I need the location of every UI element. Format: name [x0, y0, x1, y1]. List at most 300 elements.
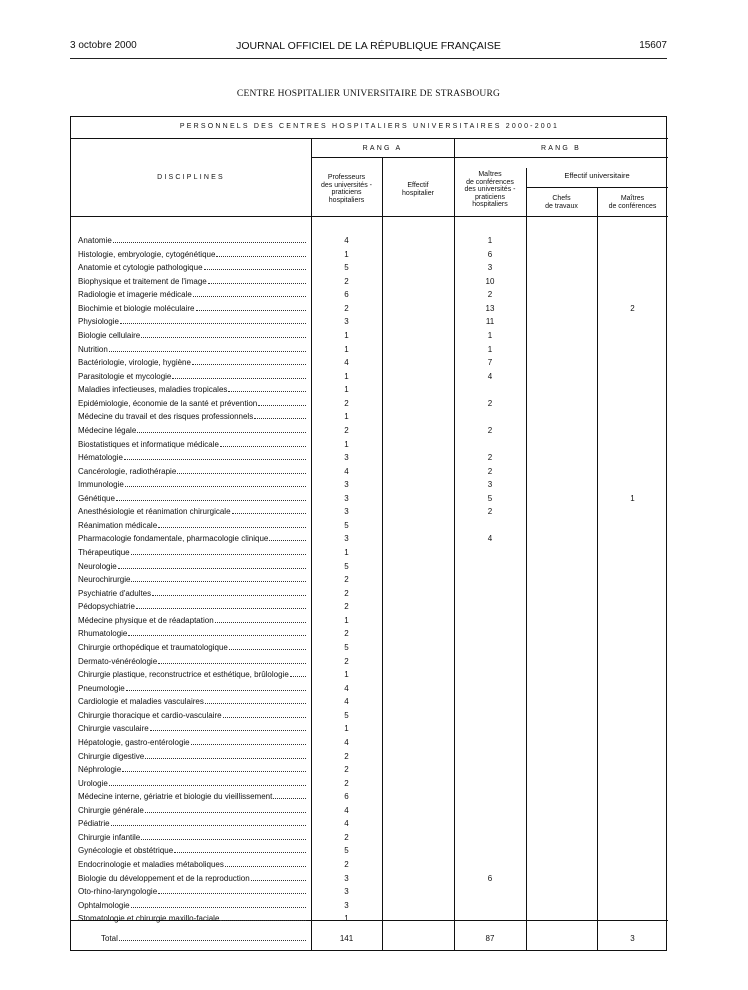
- header-date: 3 octobre 2000: [70, 40, 137, 51]
- cell-professeurs: 4: [344, 236, 349, 245]
- discipline-cell: [78, 844, 306, 857]
- cell-professeurs: 5: [344, 520, 349, 530]
- total-label: Total: [101, 934, 118, 943]
- leader-dots: [141, 337, 306, 338]
- leader-dots: [251, 880, 306, 881]
- discipline-cell: [78, 831, 306, 844]
- cell-maitres-conferences: [597, 410, 668, 423]
- cell-effectif-hospitalier: [382, 573, 454, 586]
- leader-dots: [145, 758, 306, 759]
- leader-dots: [205, 703, 306, 704]
- discipline-cell: [78, 722, 306, 735]
- cell-professeurs: 1: [344, 331, 349, 340]
- discipline-name: Médecine légale: [78, 425, 137, 435]
- cell-maitres-conf-hospitaliers: 2: [487, 466, 493, 476]
- table-row: [71, 438, 668, 451]
- cell-effectif-hospitalier: [382, 329, 454, 342]
- cell-maitres-conferences: [597, 600, 668, 613]
- discipline-name: Epidémiologie, économie de la santé et prévention: [78, 398, 258, 408]
- discipline-cell: [78, 234, 306, 247]
- leader-dots: [131, 907, 306, 908]
- cell-effectif-hospitalier: [382, 682, 454, 695]
- table-row: [71, 329, 668, 342]
- cell-effectif-hospitalier: [382, 655, 454, 668]
- cell-maitres-conf-hospitaliers: [454, 777, 526, 790]
- table-row: [71, 383, 668, 396]
- cell-effectif-hospitalier: [382, 777, 454, 790]
- cell-professeurs: 3: [344, 507, 349, 517]
- cell-maitres-conferences: [597, 424, 668, 437]
- cell-professeurs: 3: [344, 534, 349, 544]
- total-label-cell: [101, 932, 306, 945]
- cell-maitres-conf-hospitaliers: [454, 410, 526, 423]
- discipline-name: Anatomie et cytologie pathologique: [78, 263, 203, 273]
- cell-chefs-travaux: [526, 356, 597, 369]
- table-row: [71, 302, 668, 315]
- cell-maitres-conf-hospitaliers: 7: [487, 358, 493, 368]
- table-row: [71, 397, 668, 410]
- cell-chefs-travaux: [526, 804, 597, 817]
- cell-effectif-hospitalier: [382, 492, 454, 505]
- cell-maitres-conf-hospitaliers: [454, 750, 526, 763]
- cell-professeurs: 1: [344, 914, 349, 924]
- cell-professeurs: 6: [344, 290, 349, 300]
- cell-chefs-travaux: [526, 600, 597, 613]
- leader-dots: [145, 812, 306, 813]
- cell-maitres-conf-hospitaliers: [454, 790, 526, 803]
- cell-maitres-conf-hospitaliers: 2: [487, 507, 493, 517]
- cell-maitres-conferences: [597, 804, 668, 817]
- discipline-name: Gynécologie et obstétrique: [78, 846, 174, 856]
- cell-professeurs: 2: [344, 276, 349, 286]
- leader-dots: [220, 920, 306, 921]
- total-chefs-travaux: [526, 932, 597, 945]
- cell-maitres-conferences: [597, 532, 668, 545]
- divider-title: [71, 138, 668, 139]
- leader-dots: [269, 540, 306, 541]
- cell-effectif-hospitalier: [382, 750, 454, 763]
- cell-maitres-conferences: [597, 275, 668, 288]
- cell-chefs-travaux: [526, 587, 597, 600]
- header-page-number: 15607: [639, 40, 667, 51]
- discipline-cell: [78, 682, 306, 695]
- cell-maitres-conf-hospitaliers: 13: [485, 303, 495, 313]
- cell-chefs-travaux: [526, 465, 597, 478]
- cell-chefs-travaux: [526, 709, 597, 722]
- discipline-cell: [78, 858, 306, 871]
- cell-chefs-travaux: [526, 424, 597, 437]
- col-header-rang-b: RANG B: [540, 145, 582, 152]
- leader-dots: [141, 839, 306, 840]
- leader-dots: [125, 486, 306, 487]
- table-row: [71, 722, 668, 735]
- table-row: [71, 844, 668, 857]
- table-row: [71, 505, 668, 518]
- cell-chefs-travaux: [526, 750, 597, 763]
- table-row: [71, 410, 668, 423]
- discipline-cell: [78, 261, 306, 274]
- cell-maitres-conferences: [597, 315, 668, 328]
- discipline-cell: [78, 343, 306, 356]
- cell-effectif-hospitalier: [382, 370, 454, 383]
- discipline-cell: [78, 397, 306, 410]
- leader-dots: [119, 940, 306, 941]
- col-header-maitres-conf-hospitaliers: Maîtres de conférences des universités - praticiens hospitaliers: [464, 171, 516, 209]
- cell-chefs-travaux: [526, 573, 597, 586]
- col-header-disciplines: DISCIPLINES: [157, 174, 225, 181]
- col-header-professeurs: Professeurs des universités - praticiens hospitaliers: [321, 174, 372, 204]
- table-row: [71, 641, 668, 654]
- leader-dots: [232, 513, 306, 514]
- cell-maitres-conferences: [597, 546, 668, 559]
- cell-chefs-travaux: [526, 383, 597, 396]
- cell-chefs-travaux: [526, 641, 597, 654]
- cell-chefs-travaux: [526, 614, 597, 627]
- cell-maitres-conferences: [597, 627, 668, 640]
- discipline-name: Radiologie et imagerie médicale: [78, 290, 192, 300]
- leader-dots: [122, 771, 306, 772]
- cell-professeurs: 5: [344, 263, 349, 273]
- cell-professeurs: 4: [344, 358, 349, 368]
- discipline-name: Maladies infectieuses, maladies tropicales: [78, 385, 228, 395]
- cell-professeurs: 2: [344, 751, 349, 761]
- cell-maitres-conf-hospitaliers: [454, 804, 526, 817]
- cell-maitres-conferences: [597, 505, 668, 518]
- cell-effectif-hospitalier: [382, 587, 454, 600]
- cell-chefs-travaux: [526, 261, 597, 274]
- leader-dots: [208, 283, 306, 284]
- leader-dots: [254, 418, 306, 419]
- page-header: [70, 40, 667, 54]
- discipline-cell: [78, 872, 306, 885]
- col-header-rang-a: RANG A: [362, 145, 403, 152]
- cell-professeurs: 2: [344, 832, 349, 842]
- discipline-cell: [78, 505, 306, 518]
- cell-effectif-hospitalier: [382, 912, 454, 925]
- cell-maitres-conferences: [597, 560, 668, 573]
- total-professeurs: 141: [339, 934, 354, 943]
- cell-maitres-conferences: 1: [630, 493, 635, 503]
- leader-dots: [273, 798, 306, 799]
- cell-maitres-conferences: [597, 587, 668, 600]
- header-journal-title: JOURNAL OFFICIEL DE LA RÉPUBLIQUE FRANÇAISE: [236, 40, 501, 52]
- cell-effectif-hospitalier: [382, 831, 454, 844]
- discipline-cell: [78, 763, 306, 776]
- cell-effectif-hospitalier: [382, 505, 454, 518]
- table-row: [71, 750, 668, 763]
- total-maitres-conferences: 3: [630, 934, 635, 943]
- leader-dots: [128, 635, 306, 636]
- table-row: [71, 519, 668, 532]
- leader-dots: [124, 459, 306, 460]
- table-row: [71, 817, 668, 830]
- leader-dots: [150, 730, 306, 731]
- cell-chefs-travaux: [526, 478, 597, 491]
- cell-maitres-conferences: [597, 248, 668, 261]
- leader-dots: [215, 622, 306, 623]
- cell-maitres-conferences: [597, 777, 668, 790]
- cell-chefs-travaux: [526, 899, 597, 912]
- cell-chefs-travaux: [526, 451, 597, 464]
- leader-dots: [290, 676, 306, 677]
- discipline-name: Génétique: [78, 493, 115, 503]
- cell-effectif-hospitalier: [382, 885, 454, 898]
- discipline-name: Hépatologie, gastro-entérologie: [78, 737, 190, 747]
- divider-rang: [311, 157, 668, 158]
- discipline-name: Neurologie: [78, 561, 117, 571]
- cell-maitres-conferences: [597, 872, 668, 885]
- cell-professeurs: 3: [344, 317, 349, 327]
- cell-chefs-travaux: [526, 844, 597, 857]
- discipline-name: Immunologie: [78, 480, 124, 490]
- cell-maitres-conferences: [597, 261, 668, 274]
- cell-professeurs: 2: [344, 860, 349, 869]
- table-row: [71, 600, 668, 613]
- cell-maitres-conf-hospitaliers: 3: [487, 263, 493, 273]
- cell-maitres-conferences: 2: [630, 303, 635, 313]
- cell-professeurs: 2: [344, 303, 349, 313]
- cell-maitres-conferences: [597, 668, 668, 681]
- cell-maitres-conferences: [597, 383, 668, 396]
- discipline-cell: [78, 492, 306, 505]
- discipline-cell: [78, 627, 306, 640]
- col-header-chefs-travaux: Chefs de travaux: [545, 195, 578, 210]
- cell-professeurs: 2: [344, 765, 349, 774]
- cell-effectif-hospitalier: [382, 614, 454, 627]
- cell-maitres-conf-hospitaliers: [454, 709, 526, 722]
- leader-dots: [109, 785, 306, 786]
- discipline-name: Médecine interne, gériatrie et biologie du vieillissement: [78, 792, 273, 802]
- discipline-cell: [78, 519, 306, 532]
- cell-maitres-conf-hospitaliers: [454, 546, 526, 559]
- leader-dots: [131, 581, 306, 582]
- cell-professeurs: 1: [344, 249, 349, 259]
- document-subtitle: CENTRE HOSPITALIER UNIVERSITAIRE DE STRASBOURG: [236, 89, 501, 99]
- table-row: [71, 655, 668, 668]
- cell-maitres-conf-hospitaliers: [454, 668, 526, 681]
- table-row: [71, 587, 668, 600]
- cell-maitres-conferences: [597, 912, 668, 925]
- cell-maitres-conf-hospitaliers: 1: [487, 331, 493, 340]
- cell-maitres-conf-hospitaliers: [454, 627, 526, 640]
- cell-professeurs: 2: [344, 398, 349, 408]
- cell-professeurs: 1: [344, 371, 349, 381]
- leader-dots: [109, 351, 306, 352]
- leader-dots: [113, 242, 306, 243]
- cell-maitres-conf-hospitaliers: 4: [487, 371, 493, 381]
- discipline-name: Hématologie: [78, 453, 123, 462]
- leader-dots: [191, 744, 306, 745]
- cell-effectif-hospitalier: [382, 560, 454, 573]
- cell-maitres-conf-hospitaliers: [454, 912, 526, 925]
- discipline-name: Chirurgie orthopédique et traumatologique: [78, 643, 228, 652]
- discipline-name: Chirurgie thoracique et cardio-vasculaire: [78, 710, 222, 720]
- cell-maitres-conf-hospitaliers: [454, 587, 526, 600]
- cell-maitres-conferences: [597, 234, 668, 247]
- cell-chefs-travaux: [526, 560, 597, 573]
- discipline-name: Chirurgie digestive: [78, 751, 145, 761]
- discipline-name: Cancérologie, radiothérapie: [78, 466, 177, 476]
- discipline-cell: [78, 899, 306, 912]
- cell-maitres-conferences: [597, 844, 668, 857]
- table-row: [71, 356, 668, 369]
- cell-chefs-travaux: [526, 682, 597, 695]
- discipline-cell: [78, 560, 306, 573]
- cell-maitres-conf-hospitaliers: [454, 844, 526, 857]
- cell-maitres-conf-hospitaliers: 2: [487, 290, 493, 300]
- cell-maitres-conferences: [597, 817, 668, 830]
- discipline-cell: [78, 451, 306, 464]
- table-row: [71, 627, 668, 640]
- table-title: PERSONNELS DES CENTRES HOSPITALIERS UNIVERSITAIRES 2000-2001: [179, 123, 560, 130]
- table-row: [71, 424, 668, 437]
- discipline-name: Biologie du développement et de la reproduction: [78, 873, 250, 883]
- cell-effectif-hospitalier: [382, 627, 454, 640]
- cell-maitres-conf-hospitaliers: 5: [487, 493, 493, 503]
- cell-chefs-travaux: [526, 885, 597, 898]
- cell-effectif-hospitalier: [382, 234, 454, 247]
- table-row: [71, 261, 668, 274]
- leader-dots: [193, 296, 306, 297]
- cell-maitres-conf-hospitaliers: 3: [487, 480, 493, 490]
- cell-effectif-hospitalier: [382, 424, 454, 437]
- cell-professeurs: 4: [344, 683, 349, 693]
- leader-dots: [111, 825, 306, 826]
- cell-maitres-conferences: [597, 750, 668, 763]
- leader-dots: [228, 391, 306, 392]
- cell-professeurs: 2: [344, 778, 349, 788]
- cell-professeurs: 2: [344, 602, 349, 612]
- col-header-effectif-hospitalier: Effectif hospitalier: [402, 182, 434, 197]
- leader-dots: [174, 852, 306, 853]
- cell-professeurs: 2: [344, 588, 349, 598]
- cell-chefs-travaux: [526, 397, 597, 410]
- table-row: [71, 234, 668, 247]
- table-row: [71, 492, 668, 505]
- cell-professeurs: 1: [344, 439, 349, 449]
- cell-chefs-travaux: [526, 505, 597, 518]
- cell-effectif-hospitalier: [382, 858, 454, 871]
- cell-professeurs: 4: [344, 819, 349, 829]
- cell-effectif-hospitalier: [382, 478, 454, 491]
- cell-professeurs: 4: [344, 805, 349, 815]
- cell-maitres-conferences: [597, 288, 668, 301]
- leader-dots: [126, 690, 306, 691]
- cell-chefs-travaux: [526, 777, 597, 790]
- discipline-cell: [78, 817, 306, 830]
- cell-chefs-travaux: [526, 302, 597, 315]
- cell-effectif-hospitalier: [382, 804, 454, 817]
- discipline-cell: [78, 424, 306, 437]
- table-row: [71, 763, 668, 776]
- discipline-cell: [78, 695, 306, 708]
- leader-dots: [216, 256, 306, 257]
- cell-professeurs: 2: [344, 425, 349, 435]
- cell-maitres-conf-hospitaliers: [454, 519, 526, 532]
- cell-maitres-conferences: [597, 465, 668, 478]
- cell-professeurs: 3: [344, 453, 349, 462]
- discipline-cell: [78, 804, 306, 817]
- cell-effectif-hospitalier: [382, 519, 454, 532]
- discipline-name: Chirurgie plastique, reconstructrice et esthétique, brûlologie: [78, 670, 289, 680]
- discipline-name: Anatomie: [78, 236, 112, 245]
- cell-effectif-hospitalier: [382, 899, 454, 912]
- cell-maitres-conf-hospitaliers: [454, 438, 526, 451]
- cell-maitres-conferences: [597, 614, 668, 627]
- cell-maitres-conferences: [597, 709, 668, 722]
- discipline-name: Urologie: [78, 778, 108, 788]
- cell-chefs-travaux: [526, 736, 597, 749]
- discipline-cell: [78, 383, 306, 396]
- cell-effectif-hospitalier: [382, 695, 454, 708]
- staff-table: [70, 116, 667, 951]
- table-row: [71, 451, 668, 464]
- discipline-name: Anesthésiologie et réanimation chirurgicale: [78, 507, 231, 517]
- cell-maitres-conferences: [597, 519, 668, 532]
- table-row: [71, 343, 668, 356]
- cell-maitres-conferences: [597, 885, 668, 898]
- cell-maitres-conferences: [597, 682, 668, 695]
- leader-dots: [158, 893, 306, 894]
- cell-effectif-hospitalier: [382, 641, 454, 654]
- cell-maitres-conferences: [597, 858, 668, 871]
- table-row: [71, 790, 668, 803]
- discipline-name: Nutrition: [78, 344, 108, 354]
- discipline-name: Médecine physique et de réadaptation: [78, 615, 214, 625]
- cell-professeurs: 4: [344, 737, 349, 747]
- leader-dots: [158, 663, 306, 664]
- cell-effectif-hospitalier: [382, 288, 454, 301]
- discipline-name: Chirurgie générale: [78, 805, 144, 815]
- table-row: [71, 478, 668, 491]
- leader-dots: [137, 432, 306, 433]
- table-row: [71, 858, 668, 871]
- cell-chefs-travaux: [526, 668, 597, 681]
- leader-dots: [192, 364, 306, 365]
- cell-maitres-conf-hospitaliers: [454, 383, 526, 396]
- cell-maitres-conferences: [597, 641, 668, 654]
- discipline-cell: [78, 709, 306, 722]
- cell-maitres-conf-hospitaliers: [454, 614, 526, 627]
- table-row: [71, 872, 668, 885]
- discipline-name: Pédiatrie: [78, 819, 110, 829]
- discipline-name: Chirurgie infantile: [78, 832, 141, 842]
- cell-chefs-travaux: [526, 627, 597, 640]
- divider-header: [71, 216, 668, 217]
- cell-maitres-conf-hospitaliers: 2: [487, 425, 493, 435]
- total-row: [71, 932, 668, 945]
- discipline-cell: [78, 668, 306, 681]
- cell-effectif-hospitalier: [382, 248, 454, 261]
- cell-professeurs: 1: [344, 344, 349, 354]
- cell-maitres-conferences: [597, 722, 668, 735]
- cell-professeurs: 1: [344, 670, 349, 680]
- cell-maitres-conferences: [597, 438, 668, 451]
- leader-dots: [223, 717, 306, 718]
- discipline-name: Physiologie: [78, 317, 119, 327]
- cell-maitres-conferences: [597, 899, 668, 912]
- table-row: [71, 248, 668, 261]
- cell-maitres-conf-hospitaliers: [454, 831, 526, 844]
- cell-effectif-hospitalier: [382, 736, 454, 749]
- table-row: [71, 370, 668, 383]
- discipline-name: Cardiologie et maladies vasculaires: [78, 697, 204, 707]
- discipline-cell: [78, 885, 306, 898]
- cell-effectif-hospitalier: [382, 600, 454, 613]
- cell-professeurs: 2: [344, 629, 349, 639]
- cell-professeurs: 6: [344, 792, 349, 802]
- leader-dots: [116, 500, 306, 501]
